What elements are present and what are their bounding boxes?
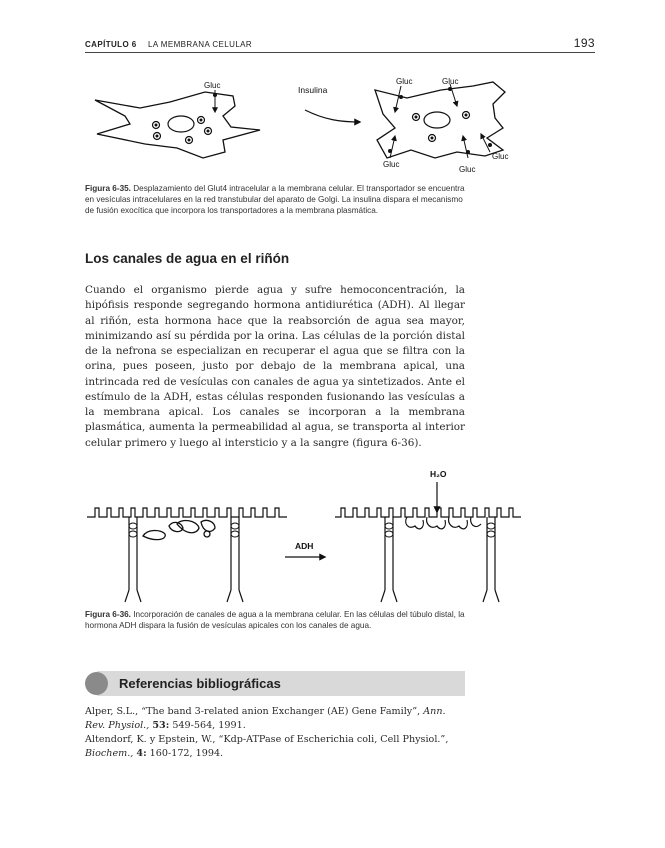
right-gluc-label-2: Gluc	[442, 77, 459, 86]
adh-label: ADH	[295, 541, 314, 551]
figure-6-35-caption-text: Desplazamiento del Glut4 intracelular a la membrana celular. El transportador se encuentra en vesículas intracelulares en la red transtubular del aparato de Golgi. La insulina dispara el mecanismo de fusión exocítica que incorpora los transportadores a la membrana plasmática.	[85, 184, 465, 216]
right-lateral-membranes	[385, 517, 495, 590]
left-lateral-membranes	[129, 517, 239, 590]
h2o-label: H₂O	[430, 469, 447, 479]
glut4-diagram	[85, 72, 525, 177]
right-nucleus	[424, 112, 450, 128]
figure-6-35-caption	[85, 183, 470, 217]
insulina-arrow	[305, 110, 360, 122]
running-header	[85, 36, 595, 53]
reference-authors: Alper, S.L., “The band 3-related anion Exchanger (AE) Gene Family”,	[85, 706, 421, 717]
reference-journal: Biochem.,	[85, 748, 134, 759]
page-number: 193	[573, 36, 595, 50]
section-paragraph: Cuando el organismo pierde agua y sufre hemoconcentración, la hipófisis responde segregando hormona antidiurética (ADH). Al llegar al riñón, esta hormona hace que la reabsorción de agua sea mayor, minimizando así su pérdida por la orina. Las células de la porción distal de la nefrona se especializan en recuperar el agua que se filtra con la orina, pues poseen, justo por debajo de la membrana apical, una intrincada red de vesículas con canales de agua ya sintetizados. Ante el estímulo de la ADH, estas células responden fusionando las vesículas a la membrana apical. Los canales se incorporan a la membrana plasmática, aumenta la permeabilidad al agua, se transporta al interior celular primero y luego al intersticio y a la sangre (figura 6-36).	[85, 284, 465, 449]
left-vesicle-transporters	[155, 119, 210, 142]
left-gluc-label: Gluc	[204, 81, 221, 90]
reference-pages: 160-172, 1994.	[149, 748, 224, 759]
left-nucleus	[168, 116, 194, 132]
figure-6-36	[85, 462, 525, 607]
left-cell-outline	[95, 92, 260, 158]
insulina-label: Insulina	[298, 85, 328, 95]
chapter-title: LA MEMBRANA CELULAR	[148, 40, 253, 49]
reference-journal: Ann. Rev. Physiol.,	[85, 706, 446, 731]
right-vesicles	[413, 112, 470, 142]
reference-volume: 53:	[152, 720, 170, 731]
right-cell-outline	[375, 82, 505, 158]
right-junctions	[385, 523, 495, 537]
right-gluc-label-3: Gluc	[383, 160, 400, 169]
figure-6-36-caption-text: Incorporación de canales de agua a la membrana celular. En las células del túbulo distal, la hormona ADH dispara la fusión de vesículas apicales con los canales de agua.	[85, 610, 465, 631]
right-gluc-label-1: Gluc	[396, 77, 413, 86]
right-fused-vesicles	[406, 517, 481, 529]
right-apical-membrane	[335, 508, 521, 517]
section-heading: Los canales de agua en el riñón	[85, 251, 290, 266]
right-gluc-label-5: Gluc	[492, 152, 509, 161]
left-apical-membrane	[87, 508, 287, 517]
adh-diagram	[85, 462, 525, 607]
references-title: Referencias bibliográficas	[119, 676, 281, 691]
right-gluc-arrows	[390, 84, 490, 158]
references-header	[85, 671, 465, 696]
right-vesicle-transporters	[415, 114, 468, 140]
chapter-label: CAPÍTULO 6	[85, 40, 137, 49]
reference-volume: 4:	[136, 748, 147, 759]
figure-6-36-caption	[85, 609, 470, 631]
reference-pages: 549-564, 1991.	[172, 720, 246, 731]
reference-item	[85, 733, 465, 761]
reference-item	[85, 705, 465, 733]
right-gluc-label-4: Gluc	[459, 165, 476, 174]
figure-6-35-caption-label: Figura 6-35.	[85, 184, 131, 193]
reference-authors: Altendorf, K. y Epstein, W., “Kdp-ATPase of Escherichia coli, Cell Physiol.”,	[85, 734, 449, 745]
references-bullet-icon	[85, 672, 108, 695]
figure-6-36-caption-label: Figura 6-36.	[85, 610, 131, 619]
left-water-channel-vesicles	[143, 520, 215, 539]
figure-6-35	[85, 72, 525, 177]
left-vesicles	[153, 117, 212, 144]
